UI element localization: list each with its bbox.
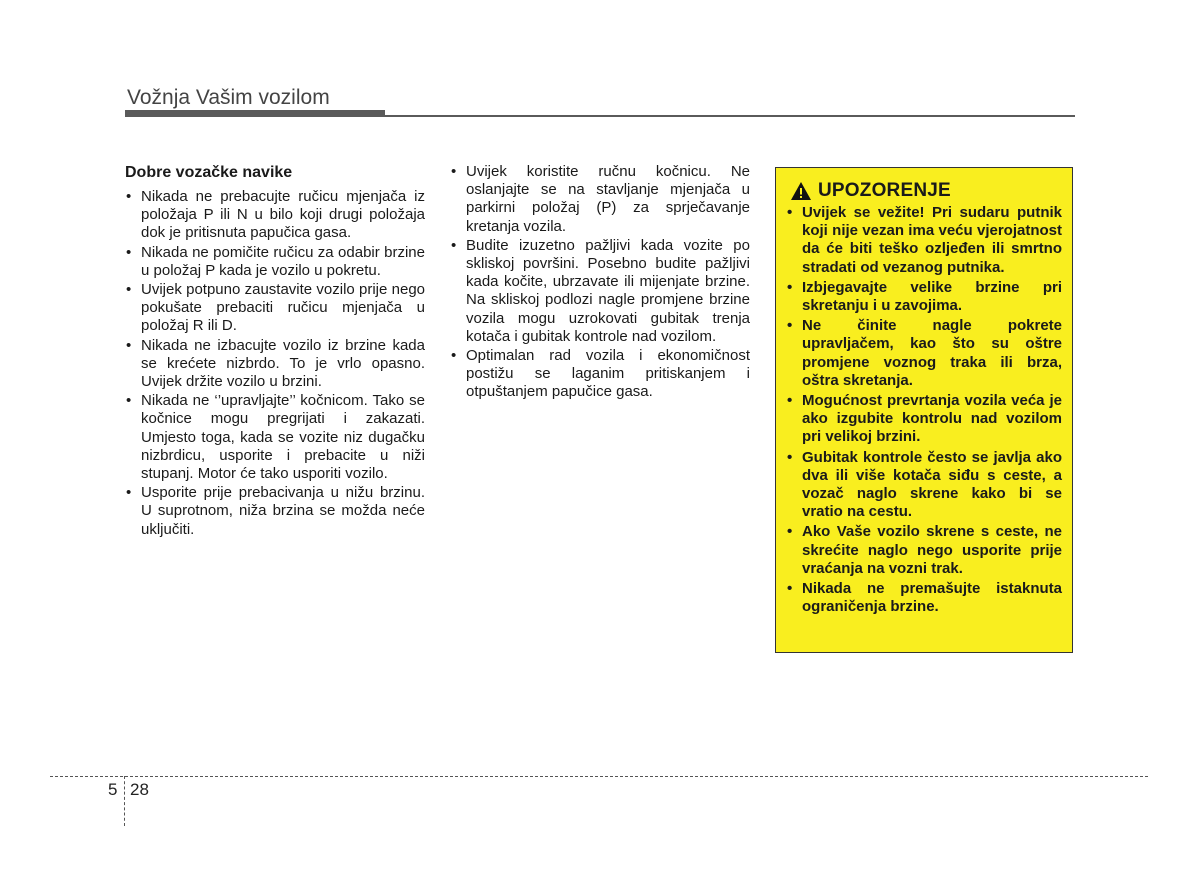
column-2: [450, 163, 750, 403]
warning-title: UPOZORENJE: [818, 180, 951, 201]
list-item: • Nikada ne prebacujte ručicu mjenjača iz položaja P ili N u bilo koji drugi položaja dok je pritisnuta papučica gasa.: [125, 188, 425, 243]
warning-box: [775, 167, 1073, 653]
section-heading: Dobre vozačke navike: [125, 164, 293, 181]
warning-item: • Ne činite nagle pokrete upravljačem, kao što su oštre promjene voznog traka ili brza, oštra skretanja.: [786, 317, 1062, 390]
good-habits-list-continued: [450, 163, 750, 402]
footer-vertical-divider: [124, 776, 125, 826]
page-title: Vožnja Vašim vozilom: [127, 86, 330, 109]
warning-item: • Nikada ne premašujte istaknuta ograničenja brzine.: [786, 580, 1062, 616]
warning-triangle-icon: [790, 181, 812, 201]
warning-header: [790, 180, 1062, 202]
list-item: • Uvijek koristite ručnu kočnicu. Ne oslanjajte se na stavljanje mjenjača u parkirni položaj (P) za sprječavanje kretanja vozila.: [450, 163, 750, 236]
warning-item: • Uvijek se vežite! Pri sudaru putnik koji nije vezan ima veću vjerojatnost da će biti teško ozljeđen ili smrtno stradati od vezanog putnika.: [786, 204, 1062, 277]
header-rule-thin: [385, 115, 1075, 117]
list-item: • Optimalan rad vozila i ekonomičnost postižu se laganim pritiskanjem i otpuštanjem papučice gasa.: [450, 347, 750, 402]
page-number: 28: [130, 780, 149, 799]
warning-item: • Ako Vaše vozilo skrene s ceste, ne skrećite naglo nego usporite prije vraćanja na vozni trak.: [786, 523, 1062, 578]
list-item: • Nikada ne izbacujte vozilo iz brzine kada se krećete nizbrdo. To je vrlo opasno. Uvijek držite vozilo u brzini.: [125, 337, 425, 392]
warning-list: [786, 204, 1062, 616]
warning-item: • Gubitak kontrole često se javlja ako dva ili više kotača siđu s ceste, a vozač naglo skrene kako bi se vratio na cestu.: [786, 449, 1062, 522]
list-item: • Uvijek potpuno zaustavite vozilo prije nego pokušate prebaciti ručicu mjenjača u položaj R ili D.: [125, 281, 425, 336]
header-rule-thick: [125, 110, 385, 117]
list-item: • Budite izuzetno pažljivi kada vozite po skliskoj površini. Posebno budite pažljivi kada kočite, ubrzavate ili mijenjate brzine. Na skliskoj podlozi nagle promjene brzine vozila mogu uzrokovati gubitak trenja kotača i gubitak kontrole nad vozilom.: [450, 237, 750, 346]
footer-divider: [50, 776, 1148, 777]
list-item: • Usporite prije prebacivanja u nižu brzinu. U suprotnom, niža brzina se možda neće uključiti.: [125, 484, 425, 539]
list-item: • Nikada ne ‘’upravljajte’’ kočnicom. Tako se kočnice mogu pregrijati i zakazati. Umjesto toga, kada se vozite niz dugačku nizbrdicu, usporite i prebacite u niži stupanj. Motor će tako usporiti vozilo.: [125, 392, 425, 483]
chapter-number: 5: [108, 780, 118, 799]
warning-item: • Izbjegavajte velike brzine pri skretanju i u zavojima.: [786, 279, 1062, 315]
good-habits-list: [125, 188, 425, 539]
warning-item: • Mogućnost prevrtanja vozila veća je ako izgubite kontrolu nad vozilom pri velikoj brzini.: [786, 392, 1062, 447]
column-1: [125, 163, 425, 540]
list-item: • Nikada ne pomičite ručicu za odabir brzine u položaj P kada je vozilo u pokretu.: [125, 244, 425, 280]
